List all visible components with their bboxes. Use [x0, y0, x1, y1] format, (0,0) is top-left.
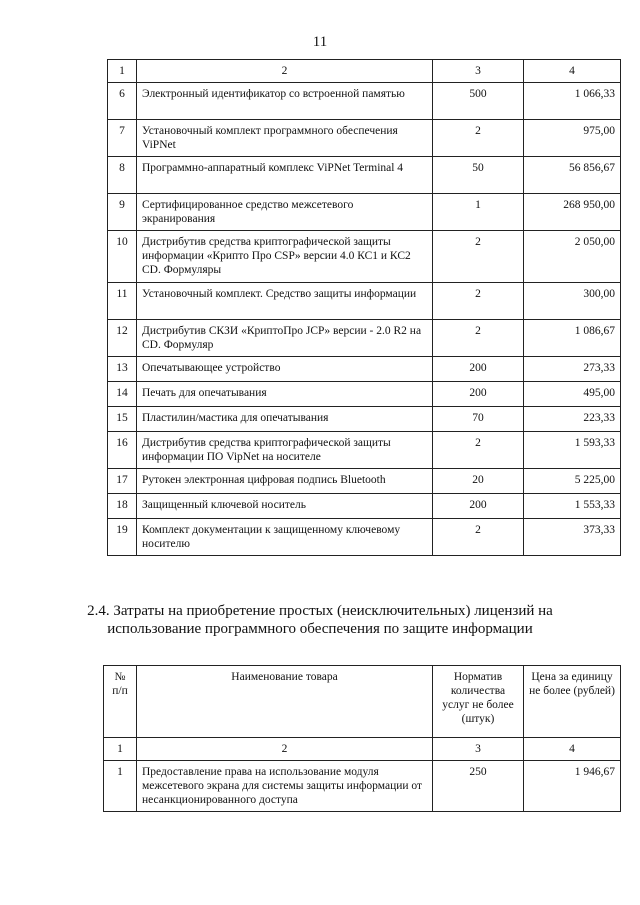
item-quantity: 2 [433, 432, 524, 469]
item-name: Установочный комплект. Средство защиты информации [137, 283, 433, 320]
table-row [108, 157, 621, 194]
item-price: 975,00 [524, 120, 621, 157]
table-row [108, 519, 621, 556]
item-quantity: 1 [433, 194, 524, 231]
table-header-row [104, 666, 621, 738]
item-quantity: 2 [433, 519, 524, 556]
column-index-cell: 3 [433, 738, 524, 761]
table-row [108, 469, 621, 494]
item-name: Дистрибутив средства криптографической защиты информации «Крипто Про CSP» версии 4.0 КС1 и КС2 CD. Формуляры [137, 231, 433, 283]
table-row [108, 357, 621, 382]
table-row [108, 283, 621, 320]
item-price: 1 593,33 [524, 432, 621, 469]
item-name: Электронный идентификатор со встроенной памятью [137, 83, 433, 120]
header-num: № п/п [104, 666, 137, 738]
header-price: Цена за единицу не более (рублей) [524, 666, 621, 738]
item-price: 5 225,00 [524, 469, 621, 494]
item-quantity: 70 [433, 407, 524, 432]
table-row [108, 120, 621, 157]
column-index-cell: 4 [524, 60, 621, 83]
row-number: 6 [108, 83, 137, 120]
table-row [108, 194, 621, 231]
item-name: Дистрибутив СКЗИ «КриптоПро JCP» версии - 2.0 R2 на CD. Формуляр [137, 320, 433, 357]
table-row [108, 320, 621, 357]
row-number: 7 [108, 120, 137, 157]
item-price: 300,00 [524, 283, 621, 320]
column-index-cell: 3 [433, 60, 524, 83]
item-name: Дистрибутив средства криптографической защиты информации ПО VipNet на носителе [137, 432, 433, 469]
item-quantity: 200 [433, 494, 524, 519]
table-row [108, 382, 621, 407]
table-column-index-row [104, 738, 621, 761]
item-name: Программно-аппаратный комплекс ViPNet Terminal 4 [137, 157, 433, 194]
table-column-index-row [108, 60, 621, 83]
item-quantity: 20 [433, 469, 524, 494]
item-name: Сертифицированное средство межсетевого экранирования [137, 194, 433, 231]
row-number: 13 [108, 357, 137, 382]
item-name: Установочный комплект программного обеспечения ViPNet [137, 120, 433, 157]
row-number: 16 [108, 432, 137, 469]
table-row [108, 407, 621, 432]
row-number: 14 [108, 382, 137, 407]
column-index-cell: 1 [108, 60, 137, 83]
item-quantity: 50 [433, 157, 524, 194]
row-number: 15 [108, 407, 137, 432]
table-row [108, 432, 621, 469]
row-number: 17 [108, 469, 137, 494]
item-name: Пластилин/мастика для опечатывания [137, 407, 433, 432]
item-name: Комплект документации к защищенному ключевому носителю [137, 519, 433, 556]
item-quantity: 2 [433, 120, 524, 157]
item-price: 1 086,67 [524, 320, 621, 357]
item-price: 1 066,33 [524, 83, 621, 120]
item-quantity: 250 [433, 761, 524, 812]
header-norm: Норматив количества услуг не более (штук) [433, 666, 524, 738]
item-price: 56 856,67 [524, 157, 621, 194]
item-quantity: 2 [433, 231, 524, 283]
licenses-table [103, 665, 621, 812]
table-row [108, 83, 621, 120]
column-index-cell: 2 [137, 60, 433, 83]
page-number: 11 [312, 34, 328, 50]
row-number: 9 [108, 194, 137, 231]
table-row [108, 231, 621, 283]
column-index-cell: 4 [524, 738, 621, 761]
item-quantity: 200 [433, 382, 524, 407]
column-index-cell: 2 [137, 738, 433, 761]
item-price: 223,33 [524, 407, 621, 432]
row-number: 8 [108, 157, 137, 194]
header-name: Наименование товара [137, 666, 433, 738]
column-index-cell: 1 [104, 738, 137, 761]
item-name: Защищенный ключевой носитель [137, 494, 433, 519]
item-name: Печать для опечатывания [137, 382, 433, 407]
item-quantity: 200 [433, 357, 524, 382]
item-price: 373,33 [524, 519, 621, 556]
table-row [108, 494, 621, 519]
item-name: Опечатывающее устройство [137, 357, 433, 382]
item-name: Рутокен электронная цифровая подпись Bluetooth [137, 469, 433, 494]
section-title: 2.4. Затраты на приобретение простых (неисключительных) лицензий на использование программного обеспечения по защите информации [87, 603, 553, 637]
item-quantity: 2 [433, 283, 524, 320]
row-number: 10 [108, 231, 137, 283]
item-price: 1 946,67 [524, 761, 621, 812]
row-number: 11 [108, 283, 137, 320]
item-price: 495,00 [524, 382, 621, 407]
item-price: 2 050,00 [524, 231, 621, 283]
item-price: 268 950,00 [524, 194, 621, 231]
item-name: Предоставление права на использование модуля межсетевого экрана для системы защиты информации от несанкционированного доступа [137, 761, 433, 812]
row-number: 12 [108, 320, 137, 357]
item-quantity: 500 [433, 83, 524, 120]
table-row [104, 761, 621, 812]
row-number: 1 [104, 761, 137, 812]
row-number: 19 [108, 519, 137, 556]
row-number: 18 [108, 494, 137, 519]
costs-table [107, 59, 621, 556]
item-price: 1 553,33 [524, 494, 621, 519]
item-price: 273,33 [524, 357, 621, 382]
item-quantity: 2 [433, 320, 524, 357]
